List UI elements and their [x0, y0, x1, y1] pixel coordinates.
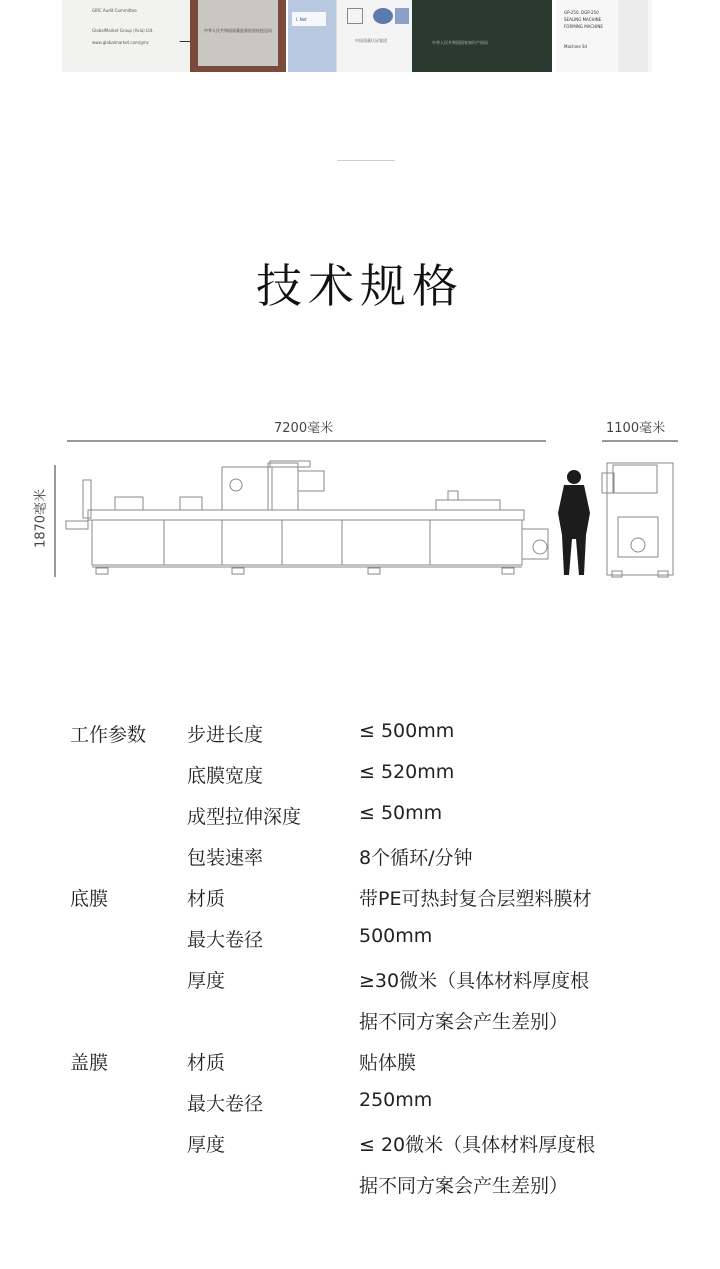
spec-row [70, 712, 670, 753]
spec-value: 8个循环/分钟 [359, 847, 473, 869]
spec-value: ≤ 520mm [359, 761, 455, 783]
certificate-iaf [336, 0, 412, 72]
cert-title: GIRC Audit Committee [92, 8, 137, 13]
spec-value: 贴体膜 [359, 1052, 417, 1074]
spec-value: ≤ 50mm [359, 802, 443, 824]
signature-mark [179, 28, 190, 42]
spec-row [70, 958, 670, 999]
certificate-plaque [190, 0, 286, 72]
spec-item: 最大卷径 [187, 1093, 264, 1115]
cert-iaf-caption: 中国质量认证集团 [355, 38, 387, 43]
cert-ce-title: GP-250, DGP-250 [564, 10, 599, 15]
cert-ce-name: Machine Srl [564, 44, 588, 49]
spec-row [70, 753, 670, 794]
spec-value: ≥30微米（具体材料厚度根 [359, 970, 590, 992]
height-label: 1870毫米 [33, 488, 49, 549]
spec-item: 材质 [187, 888, 226, 910]
spec-row [70, 876, 670, 917]
certificate-ce [556, 0, 652, 72]
spec-item: 成型拉伸深度 [187, 806, 302, 828]
cert-ce-sub: SEALING MACHINE [564, 17, 602, 22]
spec-value: 250mm [359, 1089, 433, 1111]
spec-group: 盖膜 [70, 1052, 109, 1074]
iaf-logo [373, 8, 393, 24]
page-title: 技术规格 [256, 259, 464, 313]
certificate-patent [412, 0, 552, 72]
spec-value: ≤ 500mm [359, 720, 455, 742]
cert-patent-text: 中华人民共和国国家知识产权局 [432, 40, 488, 45]
spec-row [70, 917, 670, 958]
iaf-icon [347, 8, 363, 24]
length-label: 7200毫米 [274, 421, 334, 436]
cert-url: www.globalmarket.com/gmc [92, 40, 149, 45]
spec-value: 500mm [359, 925, 433, 947]
certificate-gmc [62, 0, 190, 72]
spec-value: 带PE可热封复合层塑料膜材 [359, 888, 592, 910]
spec-group: 底膜 [70, 888, 109, 910]
spec-row [70, 999, 670, 1040]
section-divider [337, 160, 395, 161]
spec-row [70, 835, 670, 876]
certificate-blue [288, 0, 336, 72]
cert-line: GlobalMarket Group (Asia) Ltd. [92, 28, 154, 33]
spec-row [70, 1122, 670, 1163]
person-silhouette [558, 470, 590, 575]
spec-item: 厚度 [187, 1134, 226, 1156]
spec-value: 据不同方案会产生差别） [359, 1175, 569, 1197]
spec-item: 包装速率 [187, 847, 264, 869]
spec-group: 工作参数 [70, 724, 147, 746]
spec-value: 据不同方案会产生差别） [359, 1011, 569, 1033]
spec-row [70, 794, 670, 835]
spec-value: ≤ 20微米（具体材料厚度根 [359, 1134, 596, 1156]
spec-item: 材质 [187, 1052, 226, 1074]
certificate-strip [0, 0, 720, 75]
spec-table [70, 712, 670, 1204]
spec-row [70, 1040, 670, 1081]
width-label: 1100毫米 [606, 421, 666, 436]
cert-ce-sub2: FORMING MACHINE [564, 24, 603, 29]
cert-plaque-text: 中华人民共和国质量监督检验检疫总局 [204, 28, 272, 33]
spec-row [70, 1081, 670, 1122]
spec-item: 底膜宽度 [187, 765, 264, 787]
spec-item: 最大卷径 [187, 929, 264, 951]
spec-row [70, 1163, 670, 1204]
cert-blue-text: I. Net [296, 17, 307, 22]
machine-drawing [0, 405, 720, 605]
cert-logo [395, 8, 409, 24]
machine-dimension-diagram [0, 405, 720, 605]
spec-item: 厚度 [187, 970, 226, 992]
spec-item: 步进长度 [187, 724, 264, 746]
